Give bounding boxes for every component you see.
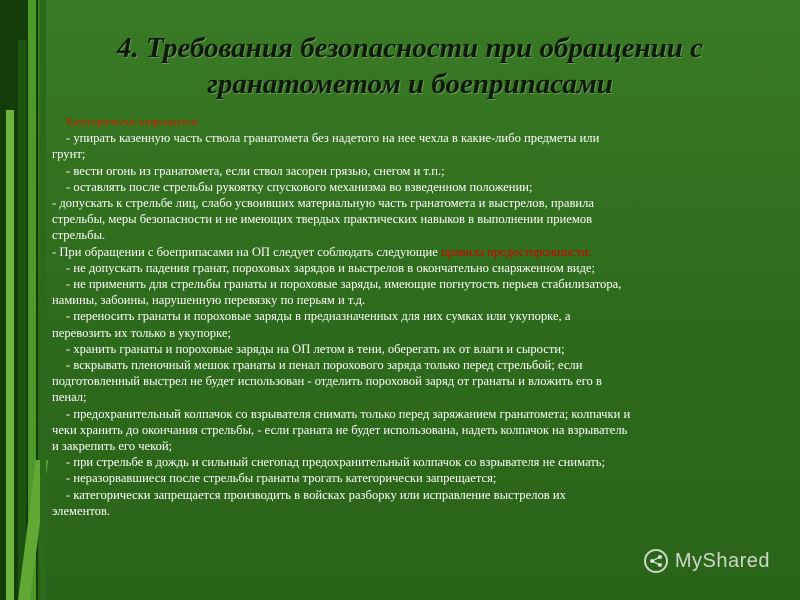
text-line: подготовленный выстрел не будет использован - отделить пороховой заряд от гранаты и вложить его в: [52, 374, 602, 389]
text-line: - не допускать падения гранат, пороховых зарядов и выстрелов в окончательно снаряженном виде;: [66, 260, 596, 275]
text-line: и закрепить его чекой;: [52, 439, 173, 454]
title-line-2: гранатометом и боеприпасами: [207, 68, 613, 100]
precaution-line: [52, 244, 774, 260]
text-line: пенал;: [52, 390, 87, 405]
prohibited-heading: Категорически запрещается:: [66, 116, 200, 128]
share-icon: [643, 548, 669, 574]
slide-body: [52, 114, 774, 519]
text-line: - категорически запрещается производить в войсках разборку или исправление выстрелов их: [66, 487, 566, 502]
text-line: - переносить гранаты и пороховые заряды в предназначенных для них сумках или укупорке, а: [66, 309, 571, 324]
text-line: - допускать к стрельбе лиц, слабо усвоивших материальную часть гранатомета и выстрелов, правила: [52, 196, 595, 211]
slide-title: [60, 30, 760, 102]
precaution-rules-label: правила предосторожности:: [440, 244, 592, 259]
watermark-text: MyShared: [674, 549, 770, 572]
text-line: - оставлять после стрельбы рукоятку спускового механизма во взведенном положении;: [66, 179, 533, 194]
text-line: - предохранительный колпачок со взрывателя снимать только перед заряжанием гранатомета; колпачки и: [66, 406, 631, 421]
watermark: [643, 548, 770, 574]
text-line: стрельбы, меры безопасности и не имеющих твердых практических навыков в выполнении приемов: [52, 212, 593, 227]
text-line: - упирать казенную часть ствола гранатомета без надетого на нее чехла в какие-либо предметы или: [66, 131, 600, 146]
text-line: - хранить гранаты и пороховые заряды на ОП летом в тени, оберегать их от влаги и сырости;: [66, 341, 565, 356]
precaution-intro: - При обращении с боеприпасами на ОП следует соблюдать следующие: [52, 244, 441, 259]
text-line: грунт;: [52, 147, 86, 162]
text-line: элементов.: [52, 503, 111, 518]
text-line: чеки хранить до окончания стрельбы, - если граната не будет использована, надеть колпачок на взрыватель: [52, 422, 628, 437]
text-line: стрельбы.: [52, 228, 106, 243]
text-line: - при стрельбе в дождь и сильный снегопад предохранительный колпачок со взрывателя не снимать;: [66, 455, 606, 470]
text-line: намины, забоины, нарушенную перевязку по перьям и т.д.: [52, 293, 366, 308]
text-line: - не применять для стрельбы гранаты и пороховые заряды, имеющие погнутость перьев стабилизатора,: [66, 277, 622, 292]
text-line: - неразорвавшиеся после стрельбы гранаты трогать категорически запрещается;: [66, 471, 497, 486]
text-line: - вскрывать пленочный мешок гранаты и пенал порохового заряда только перед стрельбой; если: [66, 358, 583, 373]
title-line-1: 4. Требования безопасности при обращении с: [116, 32, 704, 64]
text-line: перевозить их только в укупорке;: [52, 325, 231, 340]
text-line: - вести огонь из гранатомета, если ствол засорен грязью, снегом и т.п.;: [66, 163, 445, 178]
